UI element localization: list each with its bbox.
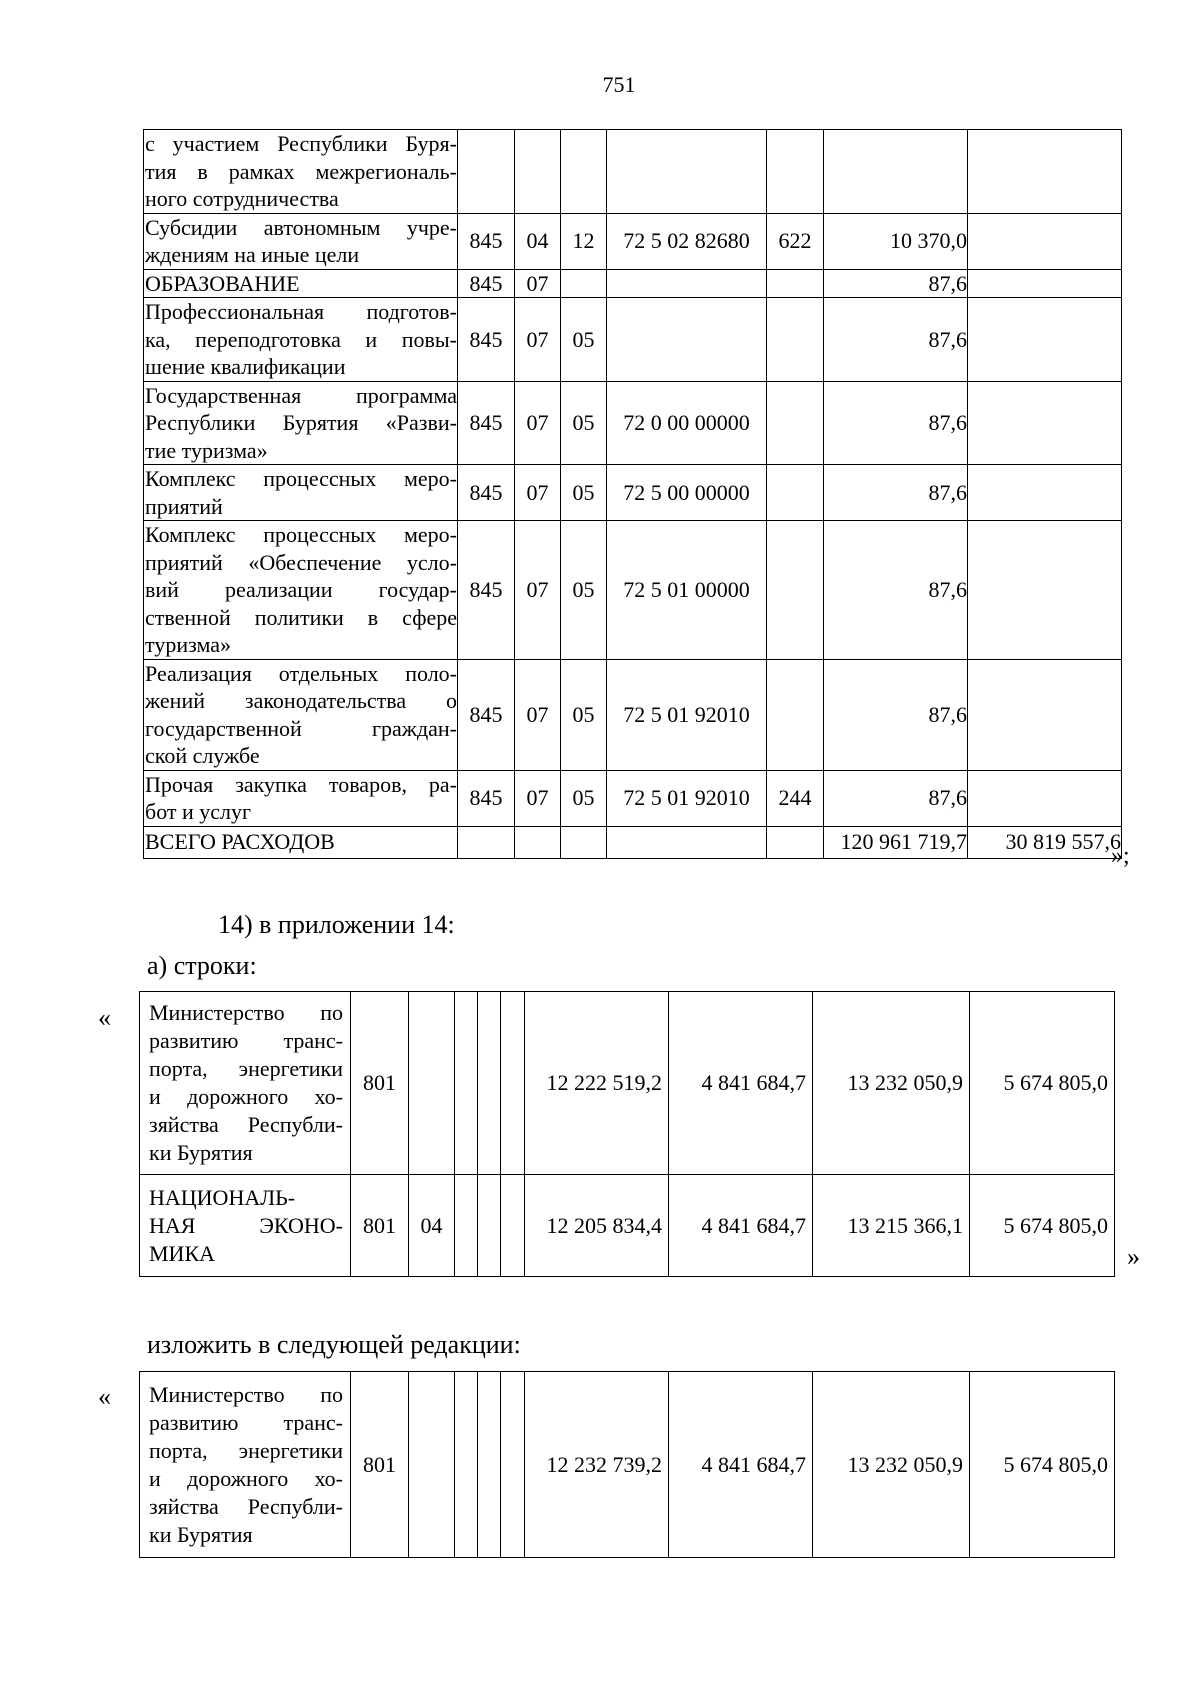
row-description [144, 269, 458, 298]
expense-type-code [767, 269, 824, 298]
target-article-code [607, 298, 767, 382]
subsection-code [561, 826, 607, 858]
section-code: 07 [515, 465, 561, 521]
expense-type-code: 244 [767, 770, 824, 826]
description-line: ственной политики в сфере [145, 604, 457, 630]
row-description [144, 770, 458, 826]
amount-2 [968, 130, 1122, 214]
row-description [144, 659, 458, 770]
expense-type-code [767, 521, 824, 660]
department-code: 845 [458, 213, 515, 269]
department-code: 845 [458, 269, 515, 298]
amount-2: 4 841 684,7 [669, 1175, 813, 1277]
amount-2 [968, 659, 1122, 770]
subsection-code: 05 [561, 465, 607, 521]
closing-quote-table1: »; [1111, 843, 1130, 869]
row-description [140, 992, 351, 1175]
target-article-code: 72 5 02 82680 [607, 213, 767, 269]
table-row [144, 770, 1122, 826]
amount-1: 12 222 519,2 [525, 992, 669, 1175]
new-rows-table [139, 1371, 1115, 1558]
paragraph-edit: изложить в следующей редакции: [147, 1330, 521, 1359]
description-line: жений законодательства о [145, 688, 457, 713]
row-description [144, 213, 458, 269]
amount-2 [968, 521, 1122, 660]
description-line: и дорожного хо- [149, 1084, 343, 1109]
description-line: Комплекс процессных меро- [145, 522, 457, 547]
description-line: НАЦИОНАЛЬ- [149, 1184, 296, 1210]
section-code: 07 [515, 770, 561, 826]
department-code [458, 130, 515, 214]
description-line: Государственная программа [145, 382, 457, 408]
amount-2 [968, 381, 1122, 465]
row-description [144, 826, 458, 858]
department-code: 845 [458, 465, 515, 521]
description-line: ки Бурятия [149, 1140, 253, 1165]
department-code: 845 [458, 770, 515, 826]
section-code: 07 [515, 269, 561, 298]
department-code: 845 [458, 298, 515, 382]
amount-4: 5 674 805,0 [970, 1175, 1115, 1277]
row-description [140, 1372, 351, 1558]
description-line: Комплекс процессных меро- [145, 466, 457, 491]
subsection-code: 05 [561, 659, 607, 770]
target-article-code [607, 130, 767, 214]
blank-col-a [455, 1175, 478, 1277]
row-description [140, 1175, 351, 1277]
department-code: 801 [351, 992, 409, 1175]
amount-1: 87,6 [824, 770, 968, 826]
amount-2: 4 841 684,7 [669, 992, 813, 1175]
amount-4: 5 674 805,0 [970, 1372, 1115, 1558]
description-line: с участием Республики Буря- [145, 131, 457, 156]
table-row [144, 213, 1122, 269]
table-row [144, 381, 1122, 465]
subsection-code [561, 269, 607, 298]
amount-2 [968, 213, 1122, 269]
amount-1: 12 205 834,4 [525, 1175, 669, 1277]
target-article-code: 72 5 01 92010 [607, 659, 767, 770]
description-line: ки Бурятия [149, 1521, 253, 1547]
paragraph-14: 14) в приложении 14: [218, 910, 455, 939]
amount-2: 4 841 684,7 [669, 1372, 813, 1558]
expense-type-code [767, 826, 824, 858]
department-code: 845 [458, 521, 515, 660]
description-line: Министерство по [149, 1000, 343, 1025]
row-description [144, 521, 458, 660]
description-line: Субсидии автономным учре- [145, 214, 457, 240]
amount-1 [824, 130, 968, 214]
description-line: приятий «Обеспечение усло- [145, 549, 457, 575]
section-code: 07 [515, 298, 561, 382]
table-row [144, 659, 1122, 770]
description-line: Реализация отдельных поло- [145, 660, 457, 686]
blank-col-b [478, 1175, 501, 1277]
subsection-code [561, 130, 607, 214]
blank-col-b [478, 1372, 501, 1558]
row-description [144, 465, 458, 521]
blank-col-a [455, 992, 478, 1175]
blank-col-c [501, 1372, 525, 1558]
expense-type-code [767, 465, 824, 521]
description-line: ного сотрудничества [145, 186, 339, 211]
description-line: порта, энергетики [149, 1437, 343, 1463]
old-rows-table [139, 991, 1115, 1277]
close-quote-table2: » [1127, 1242, 1140, 1271]
department-code [458, 826, 515, 858]
amount-1: 12 232 739,2 [525, 1372, 669, 1558]
description-line: приятий [145, 493, 223, 519]
amount-1: 87,6 [824, 465, 968, 521]
description-line: зяйства Республи- [149, 1493, 343, 1519]
open-quote-table3: « [98, 1382, 111, 1411]
blank-col-a [455, 1372, 478, 1558]
description-line: туризма» [145, 632, 232, 657]
amount-4: 5 674 805,0 [970, 992, 1115, 1175]
amount-1: 87,6 [824, 298, 968, 382]
table-row [140, 992, 1115, 1175]
target-article-code: 72 5 01 92010 [607, 770, 767, 826]
amount-3: 13 232 050,9 [813, 1372, 970, 1558]
target-article-code: 72 5 00 00000 [607, 465, 767, 521]
expense-type-code: 622 [767, 213, 824, 269]
description-line: государственной граждан- [145, 715, 457, 741]
amount-2 [968, 770, 1122, 826]
description-line: развитию транс- [149, 1409, 343, 1435]
section-code [515, 826, 561, 858]
description-line: и дорожного хо- [149, 1465, 343, 1491]
table-row [144, 130, 1122, 214]
description-line: развитию транс- [149, 1028, 343, 1053]
description-line: ВСЕГО РАСХОДОВ [145, 829, 335, 855]
subsection-code: 12 [561, 213, 607, 269]
description-line: зяйства Республи- [149, 1112, 343, 1137]
section-code: 07 [515, 381, 561, 465]
section-code: 04 [515, 213, 561, 269]
description-line: Прочая закупка товаров, ра- [145, 771, 457, 797]
table-row [140, 1372, 1115, 1558]
amount-1: 87,6 [824, 381, 968, 465]
expense-type-code [767, 381, 824, 465]
department-code: 801 [351, 1175, 409, 1277]
amount-2 [968, 465, 1122, 521]
amount-2 [968, 298, 1122, 382]
department-code: 845 [458, 659, 515, 770]
blank-col-b [478, 992, 501, 1175]
section-code: 07 [515, 521, 561, 660]
expense-type-code [767, 298, 824, 382]
description-line: ка, переподготовка и повы- [145, 326, 457, 352]
row-description [144, 298, 458, 382]
paragraph-a: а) строки: [147, 951, 257, 980]
description-line: бот и услуг [145, 799, 252, 824]
amount-1: 87,6 [824, 269, 968, 298]
description-line: МИКА [149, 1240, 216, 1266]
description-line: ОБРАЗОВАНИЕ [145, 270, 300, 296]
subsection-code: 05 [561, 298, 607, 382]
table-row [144, 298, 1122, 382]
open-quote-table2: « [98, 1003, 111, 1032]
amount-1: 10 370,0 [824, 213, 968, 269]
description-line: НАЯ ЭКОНО- [149, 1212, 343, 1238]
description-line: Профессиональная подготов- [145, 299, 457, 324]
section-code: 04 [409, 1175, 455, 1277]
table-row [140, 1175, 1115, 1277]
subsection-code: 05 [561, 521, 607, 660]
table-row [144, 269, 1122, 298]
blank-col-c [501, 992, 525, 1175]
subsection-code: 05 [561, 381, 607, 465]
section-code [515, 130, 561, 214]
row-description [144, 381, 458, 465]
amount-1: 120 961 719,7 [824, 826, 968, 858]
section-code [409, 1372, 455, 1558]
target-article-code: 72 0 00 00000 [607, 381, 767, 465]
section-code: 07 [515, 659, 561, 770]
section-code [409, 992, 455, 1175]
description-line: шение квалификации [145, 354, 346, 379]
description-line: тие туризма» [145, 437, 268, 463]
target-article-code: 72 5 01 00000 [607, 521, 767, 660]
table-row [144, 465, 1122, 521]
table-row [144, 826, 1122, 858]
department-code: 845 [458, 381, 515, 465]
amount-2: 30 819 557,6 [968, 826, 1122, 858]
page-number: 751 [602, 72, 636, 97]
description-line: ской службе [145, 743, 260, 768]
expense-type-code [767, 130, 824, 214]
subsection-code: 05 [561, 770, 607, 826]
description-line: ждениям на иные цели [145, 242, 360, 267]
description-line: порта, энергетики [149, 1056, 343, 1081]
department-code: 801 [351, 1372, 409, 1558]
row-description [144, 130, 458, 214]
description-line: вий реализации государ- [145, 577, 457, 602]
expense-type-code [767, 659, 824, 770]
description-line: Республики Бурятия «Разви- [145, 410, 457, 435]
amount-3: 13 215 366,1 [813, 1175, 970, 1277]
description-line: тия в рамках межрегиональ- [145, 158, 457, 184]
expenses-table [143, 129, 1122, 859]
amount-1: 87,6 [824, 521, 968, 660]
description-line: Министерство по [149, 1381, 343, 1407]
amount-1: 87,6 [824, 659, 968, 770]
amount-2 [968, 269, 1122, 298]
amount-3: 13 232 050,9 [813, 992, 970, 1175]
table-row [144, 521, 1122, 660]
blank-col-c [501, 1175, 525, 1277]
target-article-code [607, 826, 767, 858]
target-article-code [607, 269, 767, 298]
